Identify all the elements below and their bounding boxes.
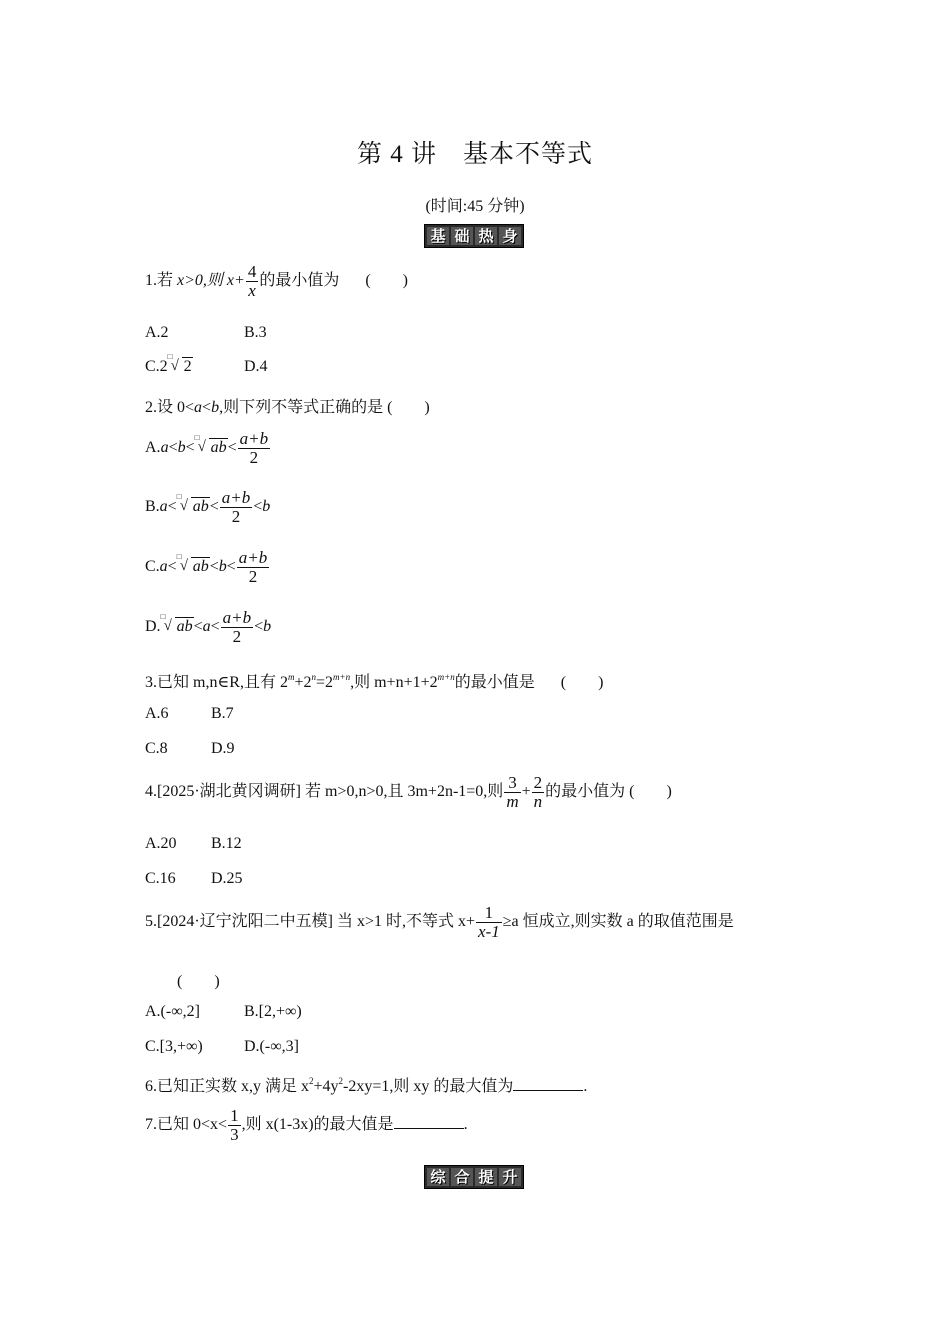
q3-answer-paren: ( ) [560, 674, 604, 691]
q1-pre: 若 [157, 272, 178, 290]
q2-option-c: C.a< □ √ ab<b< $\frac{a+b}{2}$ [145, 548, 268, 586]
q2-frac-den: 2 [237, 567, 269, 586]
banner-char: 综 [427, 1168, 449, 1186]
q1-option-c-radicand: 2 [183, 358, 192, 375]
question-4 [145, 774, 672, 811]
q4-plus: + [521, 783, 531, 801]
q7-end: . [463, 1116, 468, 1134]
q5-frac-num: 1 [484, 903, 494, 922]
q1-option-b: B.3 [244, 324, 267, 341]
q3-option-a: A.6 [145, 705, 169, 722]
q5-stem: 5.[2024·辽宁沈阳二中五模] 当 x>1 时,不等式 x+ [145, 913, 476, 931]
duration-note: (时间:45 分钟) [425, 198, 525, 215]
q7-answer-blank[interactable] [394, 1114, 464, 1129]
q5-option-a: A.(-∞,2] [145, 1003, 200, 1020]
q6-sup: 2 [309, 1076, 314, 1086]
question-6 [145, 1073, 587, 1096]
q1-frac-den: x [246, 281, 259, 300]
q6-post: -2xy=1,则 xy 的最大值为 [343, 1078, 514, 1095]
banner-char: 身 [499, 227, 521, 245]
q3-sup: m+n [437, 672, 455, 682]
q6-answer-blank[interactable] [513, 1076, 583, 1091]
q3-then: ,则 m+n+1+2 [350, 674, 438, 691]
q4-frac-num: 2 [533, 773, 543, 792]
q5-post: ≥a 恒成立,则实数 a 的取值范围是 [502, 913, 734, 931]
q1-cond: x>0,则 [177, 272, 227, 290]
q2-a: a [194, 399, 203, 416]
q2-option-d: D. □ √ ab<a< $\frac{a+b}{2}$ <b [145, 608, 272, 646]
banner-char: 基 [427, 227, 449, 245]
q3-sup: n [311, 672, 316, 682]
q4-stem: 4.[2025·湖北黄冈调研] 若 m>0,n>0,且 3m+2n-1=0,则 [145, 783, 504, 801]
q3-eq: =2 [316, 674, 334, 691]
q2-frac-num: a+b [222, 608, 252, 627]
q2-option-label: B. [145, 498, 160, 516]
q2-option-label: C. [145, 558, 160, 576]
q4-option-a: A.20 [145, 835, 177, 852]
q7-frac-num: 1 [230, 1106, 239, 1125]
q2-b: b [211, 399, 220, 416]
q7-frac-den: 3 [230, 1124, 239, 1144]
q3-post: 的最小值是 [454, 674, 535, 691]
question-1 [145, 263, 408, 300]
q2-lt: < [202, 399, 212, 416]
q2-option-label: D. [145, 618, 161, 636]
q3-option-b: B.7 [211, 705, 234, 722]
q2-frac-num: a+b [239, 429, 269, 448]
q5-fraction [476, 904, 502, 941]
question-3 [145, 669, 603, 692]
q1-frac-num: 4 [247, 262, 257, 281]
q5-frac-den: x-1 [478, 921, 500, 941]
q2-stem-post: ,则下列不等式正确的是 ( ) [219, 399, 430, 416]
q4-option-d: D.25 [211, 870, 243, 887]
q1-option-c-label: C.2 [145, 358, 168, 375]
q2-radicand: ab [176, 618, 193, 636]
q2-radicand: ab [192, 558, 209, 576]
page-title: 第 4 讲 基本不等式 [356, 141, 593, 168]
q1-answer-paren: ( ) [365, 272, 409, 290]
q1-option-c-radical: □ √ 2 [167, 352, 192, 375]
banner-char: 热 [475, 227, 497, 245]
question-5 [145, 904, 734, 941]
q5-option-c: C.[3,+∞) [145, 1038, 203, 1055]
q6-mid: +4y [313, 1078, 339, 1095]
q4-fraction-1 [504, 774, 520, 811]
q3-option-c: C.8 [145, 740, 168, 757]
q2-radical: □ √ ab [194, 433, 227, 457]
q3-sup: m [287, 672, 295, 682]
q7-stem: 7.已知 0<x< [145, 1116, 228, 1134]
q2-frac-num: a+b [221, 488, 251, 507]
q2-radicand: ab [192, 498, 209, 516]
q5-option-d: D.(-∞,3] [244, 1038, 299, 1055]
q3-plus: +2 [294, 674, 312, 691]
q2-option-a: A.a<b< □ √ ab< $\frac{a+b}{2}$ [145, 429, 269, 467]
q4-post: 的最小值为 ( ) [545, 783, 672, 801]
q1-option-d: D.4 [244, 358, 268, 375]
q2-frac-den: 2 [238, 448, 270, 467]
q7-fraction [228, 1107, 241, 1144]
q4-option-c: C.16 [145, 870, 176, 887]
q2-fraction [237, 549, 269, 586]
section-banner-advanced [424, 1165, 524, 1189]
q6-stem: 6.已知正实数 x,y 满足 x [145, 1078, 310, 1095]
q3-stem: 3.已知 m,n∈R,且有 2 [145, 674, 288, 691]
q6-end: . [583, 1078, 588, 1095]
q2-fraction [220, 489, 252, 526]
q4-option-b: B.12 [211, 835, 242, 852]
q2-fraction [238, 430, 270, 467]
q2-option-label: A. [145, 439, 161, 457]
q2-radical: □ √ ab [160, 612, 193, 636]
q3-option-d: D.9 [211, 740, 235, 757]
q5-option-b: B.[2,+∞) [244, 1003, 302, 1020]
q3-sup: m+n [333, 672, 351, 682]
banner-char: 升 [499, 1168, 521, 1186]
q1-expr: x+ [226, 272, 245, 290]
q2-frac-num: a+b [238, 548, 268, 567]
q1-option-a: A.2 [145, 324, 169, 341]
q7-post: ,则 x(1-3x)的最大值是 [241, 1116, 394, 1134]
section-banner-basic [424, 224, 524, 248]
q2-stem: 2.设 0< [145, 399, 195, 416]
q2-fraction [221, 609, 253, 646]
banner-char: 础 [451, 227, 473, 245]
q4-frac-num: 3 [508, 773, 517, 792]
q2-frac-den: 2 [220, 507, 252, 526]
q2-frac-den: 2 [221, 627, 253, 646]
q4-frac-den: m [506, 791, 519, 811]
q1-post: 的最小值为 [259, 272, 340, 290]
q2-option-b: B.a< □ √ ab< $\frac{a+b}{2}$ <b [145, 488, 271, 526]
q4-frac-den: n [533, 791, 543, 811]
q6-sup: 2 [338, 1076, 344, 1086]
q5-answer-paren: ( ) [177, 973, 220, 990]
banner-char: 提 [475, 1168, 497, 1186]
q4-fraction-2 [532, 774, 545, 811]
q1-option-c [145, 352, 193, 376]
banner-char: 合 [451, 1168, 473, 1186]
q2-radical: □ √ ab [176, 492, 209, 516]
q1-fraction [246, 263, 259, 300]
q1-num: 1. [145, 272, 157, 290]
q2-radicand: ab [210, 439, 227, 457]
q2-radical: □ √ ab [176, 552, 209, 576]
question-7 [145, 1107, 468, 1144]
question-2 [145, 394, 430, 417]
